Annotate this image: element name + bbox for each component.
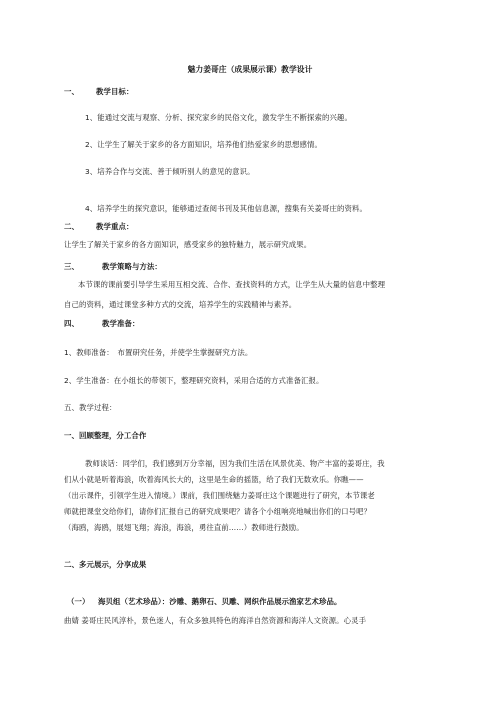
strategy-line: 自己的资料，通过课堂多种方式的交流，培养学生的实践精神与素养。 (64, 300, 297, 309)
section-heading: 教学目标： (96, 87, 134, 96)
section-number: 四、 (64, 319, 79, 328)
key-points-text: 让学生了解关于家乡的各方面知识，感受家乡的独特魅力，展示研究成果。 (64, 240, 312, 249)
process-part1-line: 们从小就是听着海浪，吹着海风长大的，这里是生命的摇篮，给了我们无数欢乐。你瞧—— (64, 475, 364, 484)
section-heading: 教学准备： (102, 319, 140, 328)
section-number: 三、 (64, 262, 79, 271)
section-number: 二、 (64, 222, 79, 231)
section-process-heading: 五、教学过程： (64, 403, 117, 412)
section-number: 一、 (64, 87, 79, 96)
process-part2-subheading (67, 597, 342, 607)
section-goals-heading (64, 87, 133, 97)
process-part1-line: （出示课件，引领学生进入情境。）课前，我们围绕魅力姜哥庄这个课题进行了研究，本节课老 (64, 491, 375, 500)
process-part1-line: 师就把课堂交给你们，请你们汇报自己的研究成果吧？请各个小组响亮地喊出你们的口号吧？ (64, 507, 372, 516)
section-heading: 教学策略与方法： (102, 262, 162, 271)
strategy-line: 本节课的课前要引导学生采用互相交流、合作、查找资料的方式，让学生从大量的信息中整理 (78, 280, 386, 289)
student-preparation: 2、学生准备：在小组长的带领下，整理研究资料，采用合适的方式准备汇报。 (64, 376, 324, 385)
process-part1-line: 教师谈话：同学们，我们感到万分幸福，因为我们生活在风景优美、物产丰富的姜哥庄，我 (85, 459, 385, 468)
section-key-points-heading (64, 222, 133, 232)
section-strategy-heading (64, 262, 162, 272)
teacher-preparation: 1、教师准备： 布置研究任务，并使学生掌握研究方法。 (64, 348, 253, 357)
section-heading: 教学重点： (96, 222, 134, 231)
process-part2-heading: 二、多元展示，分享成果 (64, 560, 147, 569)
process-part2-line: 曲婧 姜哥庄民风淳朴，景色迷人，有众多独具特色的海洋自然资源和海洋人文资源。心灵手 (64, 616, 367, 625)
process-part1-line: （海鸥，海鸥，展翅飞翔；海浪，海浪，勇往直前……）教师进行鼓励。 (64, 523, 304, 532)
document-title: 魅力姜哥庄（成果展示课）教学设计 (187, 65, 313, 74)
sub-heading-text: 海贝组（艺术珍品）：沙雕、鹅卵石、贝雕、网织作品展示渔家艺术珍品。 (98, 597, 342, 606)
section-preparation-heading (64, 319, 139, 329)
goal-item: 1、能通过交流与观察、分析、探究家乡的民俗文化，激发学生不断探索的兴趣。 (85, 113, 352, 122)
sub-number: （一） (67, 597, 90, 606)
goal-item: 2、让学生了解关于家乡的各方面知识，培养他们热爱家乡的思想感情。 (85, 140, 323, 149)
process-part1-heading: 一、回顾整理，分工合作 (64, 431, 147, 440)
goal-item: 4、培养学生的探究意识，能够通过查阅书刊及其他信息源，搜集有关姜哥庄的资料。 (85, 204, 367, 213)
goal-item: 3、培养合作与交流、善于倾听别人的意见的意识。 (85, 167, 255, 176)
